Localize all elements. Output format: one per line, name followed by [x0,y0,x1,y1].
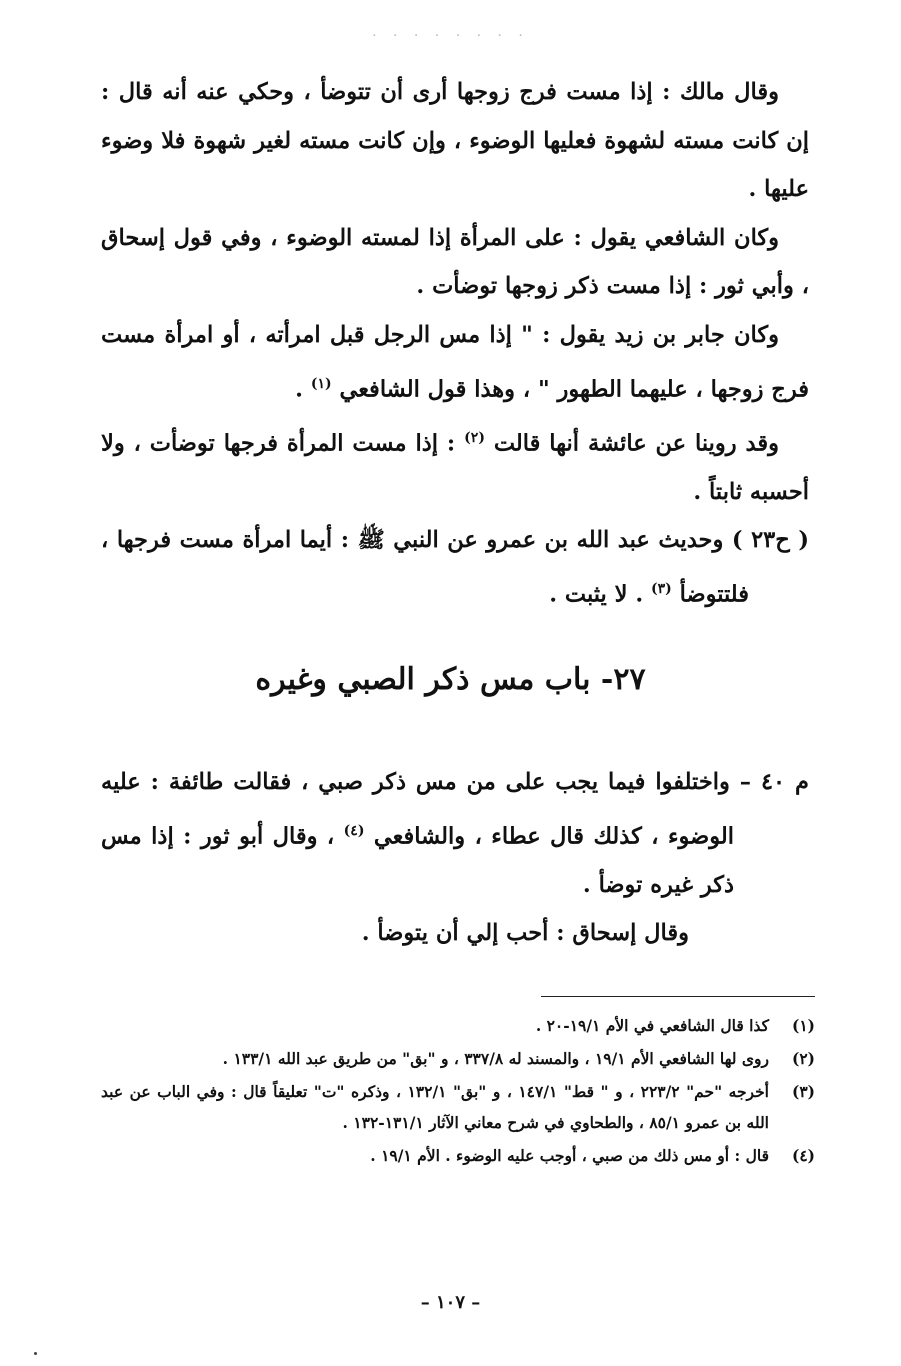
footnote-number: (١) [791,1016,815,1035]
main-text [101,68,809,619]
chapter-heading: ٢٧- باب مس ذكر الصبي وغيره [255,662,646,697]
footnote-text: روى لها الشافعي الأم ١٩/١ ، والمسند له ٣٣٧/٨ ، و "بق" من طريق عبد الله ١٣٣/١ . [222,1049,769,1068]
footnote-text: كذا قال الشافعي في الأم ١٩/١-٢٠ . [535,1016,769,1035]
footnote-number: (٤) [791,1146,815,1165]
footnote-2 [101,1043,815,1074]
paragraph-hadith-23: ( ح٢٣ ) وحديث عبد الله بن عمرو عن النبي ﷺ : أيما امرأة مست فرجها ، فلتتوضأ $^{(٣)}$ . لا يثبت . [101,527,809,608]
paragraph-shafii: وكان الشافعي يقول : على المرأة إذا لمسته الوضوء ، وفي قول إسحاق ، وأبي ثور : إذا مست ذكر زوجها توضأت . [101,224,809,300]
footnote-3 [101,1076,815,1138]
footnote-ref-1: (١) [310,375,332,392]
top-scan-marks: . . . . . . . . [372,24,529,40]
paragraph-malik: وقال مالك : إذا مست فرج زوجها أرى أن تتوضأ ، وحكي عنه أنه قال : إن كانت مسته لشهوة فعليها الوضوء ، وإن كانت مسته لغير شهوة فلا وضوء عليها . [101,79,809,203]
footnote-text: أخرجه "حم" ٢٢٣/٢ ، و " قط" ١٤٧/١ ، و "بق" ١٣٢/١ ، وذكره "ت" تعليقاً قال : وفي الباب عن عبد الله بن عمرو ٨٥/١ ، والطحاوي في شرح معاني الآثار ١٣١/١-١٣٢ . [101,1082,769,1132]
footnote-1 [101,1010,815,1041]
footnote-4 [101,1140,815,1171]
paragraph-jabir: وكان جابر بن زيد يقول : " إذا مس الرجل قبل امرأته ، أو امرأة مست فرج زوجها ، عليهما الطهور " ، وهذا قول الشافعي $^{(١)}$ . [101,321,809,403]
footnote-ref-3: (٣) [651,580,672,597]
page-number: – ١٠٧ – [420,1292,481,1313]
footnotes [101,1010,815,1173]
paragraph-ishaq: وقال إسحاق : أحب إلي أن يتوضأ . [361,920,689,947]
footnote-text: قال : أو مس ذلك من صبي ، أوجب عليه الوضوء . الأم ١٩/١ . [370,1146,769,1165]
footnote-ref-4: (٤) [343,822,365,839]
footnote-separator [541,996,815,997]
footnote-number: (٢) [791,1049,815,1068]
paragraph-aisha: وقد روينا عن عائشة أنها قالت $^{(٢)}$ : إذا مست المرأة فرجها توضأت ، ولا أحسبه ثابتاً . [101,429,809,505]
section-text [101,758,809,958]
scan-speck [34,1352,37,1355]
footnote-ref-2: (٢) [464,429,485,446]
paragraph-masala-40: م ٤٠ – واختلفوا فيما يجب على من مس ذكر صبي ، فقالت طائفة : عليه الوضوء ، كذلك قال عطاء ، والشافعي $^{(٤)}$ ، وقال أبو ثور : إذا مس ذكر غيره توضأ . [101,769,809,898]
footnote-number: (٣) [791,1082,815,1101]
